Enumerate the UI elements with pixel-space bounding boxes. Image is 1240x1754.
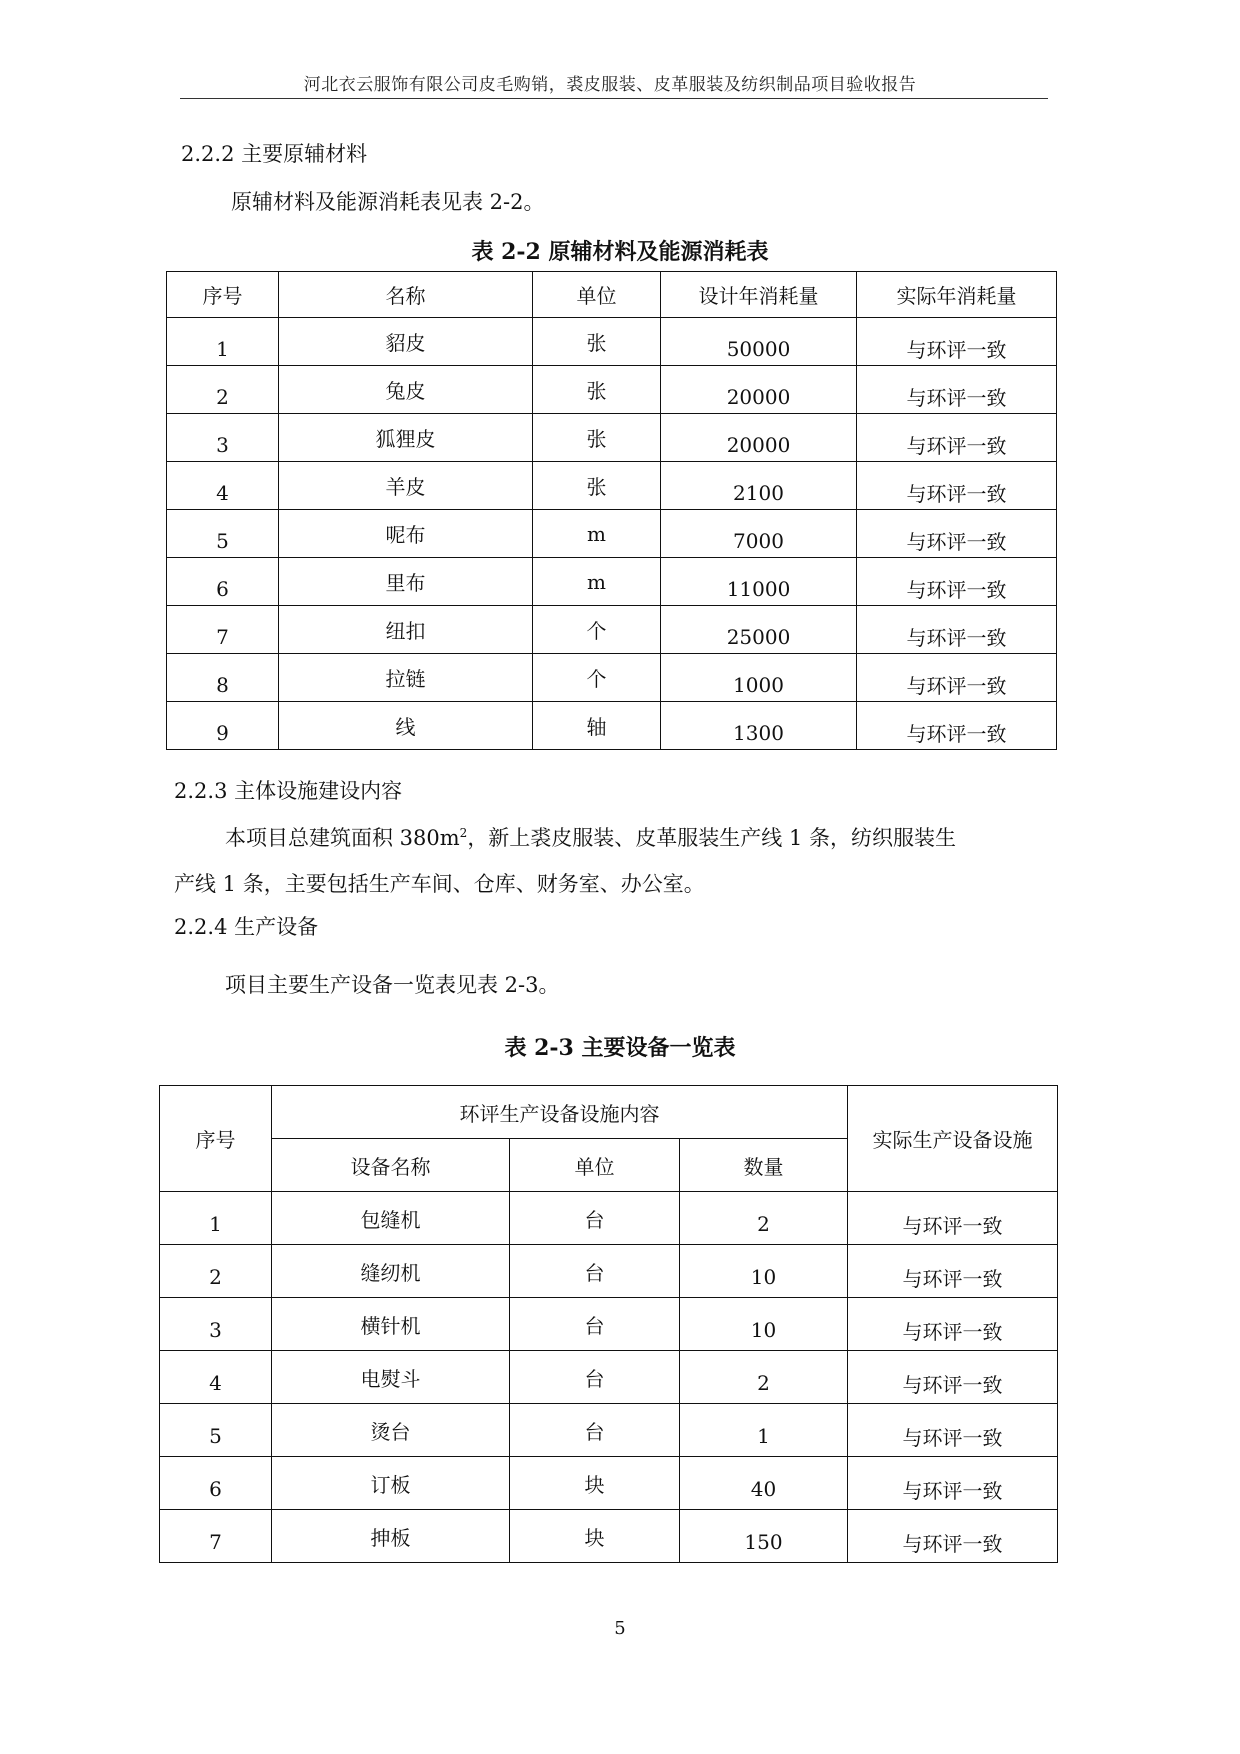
- table-cell-actual: [857, 702, 1057, 750]
- cell-name-text: 里布: [385, 571, 426, 595]
- cell-unit-text: 张: [586, 331, 607, 355]
- table-cell-quantity: [661, 462, 857, 510]
- cell-quantity-text: 20000: [726, 384, 791, 409]
- cell-unit-text: m: [587, 521, 606, 546]
- table-cell-quantity: [680, 1245, 848, 1298]
- cell-quantity-text: 10: [750, 1265, 777, 1289]
- table-header-row: [160, 1086, 1058, 1139]
- cell-name-text: 纽扣: [385, 619, 426, 643]
- table-cell-unit: [533, 654, 661, 702]
- header-cell-index: 序号: [167, 272, 279, 318]
- cell-unit-text: 轴: [586, 715, 607, 739]
- cell-quantity-text: 25000: [726, 624, 791, 649]
- paragraph-text-a: 本项目总建筑面积 380m: [225, 826, 460, 850]
- header-divider: [180, 98, 1048, 99]
- section-2-2-3-heading: 2.2.3 主体设施建设内容: [174, 779, 403, 803]
- cell-index-text: 4: [216, 480, 229, 505]
- table-cell-unit: [533, 318, 661, 366]
- section-2-2-3-paragraph-line2: 产线 1 条，主要包括生产车间、仓库、财务室、办公室。: [174, 872, 705, 896]
- table-cell-unit: [510, 1245, 680, 1298]
- cell-unit-text: 台: [584, 1207, 605, 1232]
- table-cell-actual: [848, 1351, 1058, 1404]
- table-cell-actual: [857, 606, 1057, 654]
- table-cell-unit: [533, 558, 661, 606]
- cell-unit-text: 台: [584, 1366, 605, 1391]
- cell-name-text: 横针机: [360, 1313, 421, 1338]
- table-cell-index: [160, 1457, 272, 1510]
- cell-name-text: 貂皮: [385, 331, 426, 355]
- materials-table: [166, 271, 1057, 750]
- cell-quantity-text: 2: [757, 1371, 770, 1395]
- cell-name-text: 兔皮: [385, 379, 426, 403]
- cell-unit-text: m: [587, 569, 606, 594]
- table-cell-actual: [857, 510, 1057, 558]
- table-row: [167, 366, 1057, 414]
- cell-quantity-text: 1000: [733, 672, 784, 697]
- table-cell-actual: [848, 1192, 1058, 1245]
- header-cell-eia-equipment-group: 环评生产设备设施内容: [272, 1086, 848, 1139]
- table-cell-quantity: [680, 1298, 848, 1351]
- cell-name-text: 缝纫机: [360, 1260, 421, 1285]
- table-row: [167, 318, 1057, 366]
- table-cell-unit: [533, 702, 661, 750]
- header-cell-index: 序号: [160, 1086, 272, 1192]
- table-cell-index: [167, 606, 279, 654]
- cell-actual-text: 与环评一致: [906, 530, 1007, 554]
- cell-unit-text: 块: [584, 1525, 605, 1550]
- table-cell-unit: [510, 1457, 680, 1510]
- table-cell-index: [167, 366, 279, 414]
- cell-index-text: 8: [216, 672, 229, 697]
- cell-quantity-text: 10: [750, 1318, 777, 1342]
- table-cell-actual: [848, 1298, 1058, 1351]
- cell-name-text: 包缝机: [360, 1207, 421, 1232]
- table-cell-name: [279, 702, 533, 750]
- table-cell-unit: [510, 1404, 680, 1457]
- table-cell-unit: [510, 1510, 680, 1563]
- table-cell-quantity: [661, 654, 857, 702]
- cell-quantity-text: 20000: [726, 432, 791, 457]
- cell-quantity-text: 150: [744, 1530, 783, 1554]
- table-row: [160, 1298, 1058, 1351]
- cell-index-text: 6: [209, 1477, 222, 1501]
- table-row: [167, 510, 1057, 558]
- table-cell-index: [167, 318, 279, 366]
- cell-actual-text: 与环评一致: [906, 578, 1007, 602]
- table-row: [160, 1510, 1058, 1563]
- table-2-3-caption: 表 2-3 主要设备一览表: [504, 1035, 736, 1061]
- cell-index-text: 6: [216, 576, 229, 601]
- table-2-2-caption: 表 2-2 原辅材料及能源消耗表: [471, 239, 769, 265]
- cell-actual-text: 与环评一致: [906, 338, 1007, 362]
- superscript-2: 2: [459, 826, 468, 840]
- cell-name-text: 羊皮: [385, 475, 426, 499]
- cell-name-text: 拉链: [385, 667, 426, 691]
- cell-unit-text: 张: [586, 379, 607, 403]
- table-cell-quantity: [661, 558, 857, 606]
- cell-name-text: 狐狸皮: [375, 427, 436, 451]
- cell-unit-text: 台: [584, 1419, 605, 1444]
- cell-index-text: 5: [216, 528, 229, 553]
- cell-quantity-text: 2100: [733, 480, 784, 505]
- table-cell-index: [167, 654, 279, 702]
- cell-index-text: 1: [209, 1212, 222, 1236]
- cell-name-text: 线: [395, 715, 416, 739]
- table-row: [167, 414, 1057, 462]
- table-row: [167, 558, 1057, 606]
- cell-name-text: 电熨斗: [360, 1366, 421, 1391]
- cell-actual-text: 与环评一致: [902, 1319, 1003, 1344]
- table-cell-index: [160, 1510, 272, 1563]
- table-cell-quantity: [680, 1192, 848, 1245]
- table-cell-name: [279, 654, 533, 702]
- table-row: [160, 1245, 1058, 1298]
- section-2-2-2-heading: 2.2.2 主要原辅材料: [181, 142, 368, 166]
- report-header-title: 河北衣云服饰有限公司皮毛购销，裘皮服装、皮革服装及纺织制品项目验收报告: [303, 75, 917, 95]
- cell-index-text: 7: [216, 624, 229, 649]
- cell-index-text: 1: [216, 336, 229, 361]
- table-cell-actual: [848, 1510, 1058, 1563]
- table-cell-quantity: [680, 1457, 848, 1510]
- table-cell-quantity: [661, 366, 857, 414]
- cell-index-text: 7: [209, 1530, 222, 1554]
- cell-unit-text: 张: [586, 475, 607, 499]
- cell-actual-text: 与环评一致: [902, 1266, 1003, 1291]
- table-cell-quantity: [661, 318, 857, 366]
- cell-name-text: 呢布: [385, 523, 426, 547]
- table-cell-actual: [857, 414, 1057, 462]
- header-cell-equipment-name: 设备名称: [272, 1139, 510, 1192]
- cell-name-text: 烫台: [370, 1419, 411, 1444]
- section-2-2-2-intro: 原辅材料及能源消耗表见表 2-2。: [231, 190, 545, 214]
- cell-index-text: 3: [216, 432, 229, 457]
- cell-index-text: 9: [216, 720, 229, 745]
- table-cell-index: [167, 702, 279, 750]
- section-2-2-4-intro: 项目主要生产设备一览表见表 2-3。: [225, 973, 560, 997]
- table-cell-name: [279, 366, 533, 414]
- table-cell-unit: [533, 510, 661, 558]
- header-cell-quantity: 数量: [680, 1139, 848, 1192]
- table-cell-name: [272, 1192, 510, 1245]
- cell-actual-text: 与环评一致: [902, 1531, 1003, 1556]
- table-cell-name: [279, 558, 533, 606]
- table-row: [160, 1351, 1058, 1404]
- cell-quantity-text: 50000: [726, 336, 791, 361]
- cell-index-text: 3: [209, 1318, 222, 1342]
- table-cell-actual: [848, 1404, 1058, 1457]
- table-cell-quantity: [661, 606, 857, 654]
- cell-actual-text: 与环评一致: [906, 722, 1007, 746]
- table-cell-quantity: [680, 1404, 848, 1457]
- table-row: [160, 1404, 1058, 1457]
- table-cell-index: [167, 462, 279, 510]
- table-cell-unit: [510, 1351, 680, 1404]
- table-cell-name: [279, 414, 533, 462]
- cell-quantity-text: 1: [757, 1424, 770, 1448]
- table-cell-name: [279, 318, 533, 366]
- header-cell-design-consumption: 设计年消耗量: [661, 272, 857, 318]
- cell-quantity-text: 1300: [733, 720, 784, 745]
- cell-actual-text: 与环评一致: [906, 482, 1007, 506]
- table-cell-quantity: [680, 1510, 848, 1563]
- cell-name-text: 订板: [370, 1472, 411, 1497]
- header-cell-actual-equipment: 实际生产设备设施: [848, 1086, 1058, 1192]
- table-row: [167, 462, 1057, 510]
- table-cell-quantity: [661, 510, 857, 558]
- table-cell-quantity: [680, 1351, 848, 1404]
- cell-actual-text: 与环评一致: [902, 1425, 1003, 1450]
- cell-name-text: 抻板: [370, 1525, 411, 1550]
- table-cell-name: [272, 1457, 510, 1510]
- table-cell-actual: [857, 318, 1057, 366]
- section-2-2-3-paragraph-line1: [225, 822, 956, 852]
- table-cell-actual: [857, 462, 1057, 510]
- table-cell-index: [167, 510, 279, 558]
- table-cell-unit: [533, 462, 661, 510]
- table-cell-name: [272, 1298, 510, 1351]
- section-2-2-4-heading: 2.2.4 生产设备: [174, 915, 319, 939]
- cell-unit-text: 个: [586, 667, 607, 691]
- table-cell-name: [279, 510, 533, 558]
- cell-unit-text: 台: [584, 1313, 605, 1338]
- table-cell-index: [160, 1192, 272, 1245]
- table-cell-unit: [533, 606, 661, 654]
- table-cell-index: [160, 1245, 272, 1298]
- table-cell-name: [272, 1404, 510, 1457]
- table-row: [160, 1457, 1058, 1510]
- table-cell-actual: [857, 366, 1057, 414]
- table-header-row: [167, 272, 1057, 318]
- table-cell-index: [160, 1351, 272, 1404]
- table-row: [167, 606, 1057, 654]
- table-cell-actual: [857, 558, 1057, 606]
- table-cell-unit: [510, 1298, 680, 1351]
- cell-unit-text: 台: [584, 1260, 605, 1285]
- cell-index-text: 2: [216, 384, 229, 409]
- page-number: 5: [614, 1618, 626, 1639]
- table-cell-quantity: [661, 414, 857, 462]
- table-cell-actual: [857, 654, 1057, 702]
- cell-unit-text: 张: [586, 427, 607, 451]
- cell-index-text: 4: [209, 1371, 222, 1395]
- header-cell-name: 名称: [279, 272, 533, 318]
- header-cell-unit: 单位: [533, 272, 661, 318]
- cell-unit-text: 个: [586, 619, 607, 643]
- cell-quantity-text: 40: [750, 1477, 777, 1501]
- cell-unit-text: 块: [584, 1472, 605, 1497]
- cell-actual-text: 与环评一致: [906, 386, 1007, 410]
- table-cell-actual: [848, 1457, 1058, 1510]
- table-cell-name: [272, 1351, 510, 1404]
- cell-quantity-text: 11000: [726, 576, 791, 601]
- cell-index-text: 5: [209, 1424, 222, 1448]
- table-cell-quantity: [661, 702, 857, 750]
- equipment-table: [159, 1085, 1058, 1563]
- table-row: [160, 1192, 1058, 1245]
- header-cell-actual-consumption: 实际年消耗量: [857, 272, 1057, 318]
- table-cell-unit: [533, 414, 661, 462]
- cell-quantity-text: 7000: [733, 528, 784, 553]
- cell-actual-text: 与环评一致: [906, 434, 1007, 458]
- table-cell-index: [167, 414, 279, 462]
- table-row: [167, 654, 1057, 702]
- cell-index-text: 2: [209, 1265, 222, 1289]
- table-cell-unit: [533, 366, 661, 414]
- table-cell-name: [272, 1245, 510, 1298]
- table-cell-index: [160, 1404, 272, 1457]
- table-cell-unit: [510, 1192, 680, 1245]
- cell-actual-text: 与环评一致: [902, 1213, 1003, 1238]
- table-cell-name: [279, 606, 533, 654]
- table-cell-name: [279, 462, 533, 510]
- table-cell-index: [160, 1298, 272, 1351]
- cell-actual-text: 与环评一致: [902, 1372, 1003, 1397]
- cell-actual-text: 与环评一致: [902, 1478, 1003, 1503]
- header-cell-unit: 单位: [510, 1139, 680, 1192]
- table-row: [167, 702, 1057, 750]
- table-cell-name: [272, 1510, 510, 1563]
- cell-actual-text: 与环评一致: [906, 626, 1007, 650]
- cell-quantity-text: 2: [757, 1212, 770, 1236]
- table-cell-index: [167, 558, 279, 606]
- paragraph-text-b: ，新上裘皮服装、皮革服装生产线 1 条，纺织服装生: [467, 826, 957, 850]
- cell-actual-text: 与环评一致: [906, 674, 1007, 698]
- table-cell-actual: [848, 1245, 1058, 1298]
